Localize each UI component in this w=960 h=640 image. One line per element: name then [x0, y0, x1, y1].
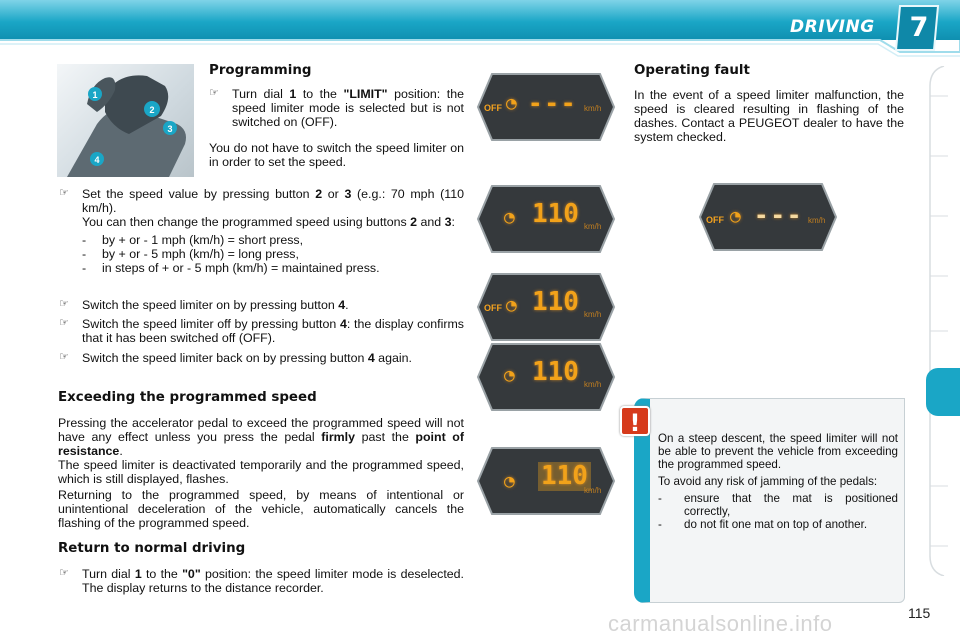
turn-dial-limit-item: ☞ Turn dial 1 to the "LIMIT" position: the speed limiter mode is selected but is not switched on (OFF).: [209, 86, 464, 130]
flashing-speed-readout: 110: [538, 462, 591, 491]
pointing-hand-icon: ☞: [59, 316, 69, 329]
speed-readout: 110: [532, 199, 579, 229]
pointing-hand-icon: ☞: [59, 297, 69, 310]
return-dial-item: ☞ Turn dial 1 to the "0" position: the speed limiter mode is deselected. The display returns to the distance recorder.: [59, 566, 464, 596]
warning-item: - do not fit one mat on top of another.: [658, 517, 868, 531]
speed-readout: 110: [532, 357, 579, 387]
dashes-readout: ---: [528, 89, 578, 117]
unit-label: km/h: [584, 486, 602, 495]
warning-text: [658, 432, 898, 531]
display-speed-flashing: [476, 446, 616, 516]
speedometer-icon: ◔: [504, 471, 515, 492]
unit-label: km/h: [808, 216, 826, 225]
programming-note: You do not have to switch the speed limiter on in order to set the speed.: [209, 141, 464, 170]
chapter-number: 7: [909, 12, 929, 43]
warning-paragraph-1: On a steep descent, the speed limiter will not be able to prevent the vehicle from exceeding the programmed speed.: [658, 432, 898, 471]
speedometer-icon: ◔: [730, 206, 741, 227]
exceeding-paragraph-2: The speed limiter is deactivated temporarily and the programmed speed, which is still displayed, flashes.: [58, 458, 464, 487]
chapter-title: DRIVING: [790, 17, 875, 37]
warning-paragraph-2: To avoid any risk of jamming of the pedals:: [658, 474, 878, 488]
sub-item: - by + or - 1 mph (km/h) = short press,: [82, 233, 304, 248]
watermark: carmanualsonline.info: [608, 611, 833, 636]
unit-label: km/h: [584, 380, 602, 389]
page-number: 115: [908, 605, 931, 621]
operating-fault-text: In the event of a speed limiter malfunction, the speed is cleared resulting in flashing of the dashes. Contact a PEUGEOT dealer to have the system checked.: [634, 88, 904, 145]
off-indicator: OFF: [484, 303, 502, 313]
display-speed-off: [476, 272, 616, 342]
exceeding-heading: Exceeding the programmed speed: [58, 390, 317, 405]
pointing-hand-icon: ☞: [59, 186, 69, 199]
warning-icon: !: [620, 406, 650, 436]
display-speed-on: [476, 342, 616, 412]
flashing-dashes-readout: ---: [754, 201, 804, 229]
sub-item: - by + or - 5 mph (km/h) = long press,: [82, 247, 299, 262]
speedometer-icon: ◔: [504, 207, 515, 228]
active-chapter-tab[interactable]: [926, 368, 960, 416]
switch-off-item: ☞ Switch the speed limiter off by pressing button 4: the display confirms that it has been switched off (OFF).: [59, 316, 464, 346]
set-speed-item: ☞ Set the speed value by pressing button 2 or 3 (e.g.: 70 mph (110 km/h). You can then change the programmed speed using buttons 2 and 3: - by + or - 1 mph (km/h) = short press, - by + or - 5 mph (km/h) = long press, - in steps of + or - 5 mph (km/h) = maintained press.: [59, 186, 465, 276]
off-indicator: OFF: [706, 215, 724, 225]
display-speed-set: [476, 184, 616, 254]
page-header: [0, 0, 960, 58]
operating-fault-heading: Operating fault: [634, 63, 750, 78]
display-fault-flashing: [698, 182, 838, 252]
exceeding-paragraph-1: Pressing the accelerator pedal to exceed the programmed speed will not have any effect unless you press the pedal firmly past the point of resistance.: [58, 416, 464, 459]
off-indicator: OFF: [484, 103, 502, 113]
svg-text:1: 1: [92, 90, 98, 100]
unit-label: km/h: [584, 104, 602, 113]
speedometer-icon: ◔: [506, 295, 517, 316]
svg-text:2: 2: [149, 105, 155, 115]
display-limit-off-dashes: [476, 72, 616, 142]
chapter-tabs: [928, 66, 960, 576]
speedometer-icon: ◔: [506, 93, 517, 114]
unit-label: km/h: [584, 222, 602, 231]
switch-on-item: ☞ Switch the speed limiter on by pressing button 4.: [59, 297, 349, 312]
speed-limiter-stalk-image: [57, 64, 194, 177]
unit-label: km/h: [584, 310, 602, 319]
exceeding-paragraph-3: Returning to the programmed speed, by means of intentional or unintentional deceleration of the vehicle, automatically cancels the flashing of the programmed speed.: [58, 488, 464, 531]
programming-heading: Programming: [209, 63, 312, 78]
pointing-hand-icon: ☞: [59, 350, 69, 363]
return-heading: Return to normal driving: [58, 541, 246, 556]
pointing-hand-icon: ☞: [209, 86, 219, 99]
sub-item: - in steps of + or - 5 mph (km/h) = maintained press.: [82, 261, 380, 276]
switch-back-item: ☞ Switch the speed limiter back on by pressing button 4 again.: [59, 350, 412, 365]
speed-readout: 110: [532, 287, 579, 317]
warning-item: - ensure that the mat is positioned correctly,: [658, 491, 898, 518]
svg-text:4: 4: [94, 155, 100, 165]
svg-text:3: 3: [167, 124, 173, 134]
pointing-hand-icon: ☞: [59, 566, 69, 579]
speedometer-icon: ◔: [504, 365, 515, 386]
